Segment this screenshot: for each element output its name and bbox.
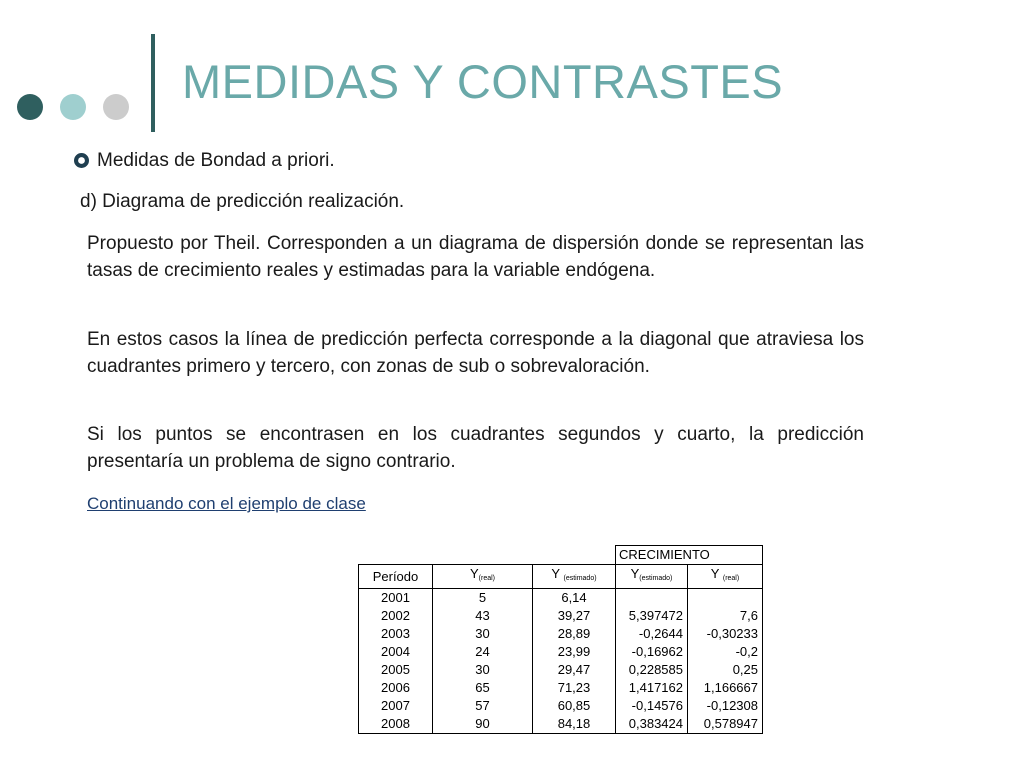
table-cell: 0,383424 (616, 715, 688, 734)
decorative-dot-dark (17, 94, 43, 120)
table-cell: 2005 (359, 661, 433, 679)
table-cell: -0,16962 (616, 643, 688, 661)
table-row (359, 607, 763, 625)
paragraph-1: Propuesto por Theil. Corresponden a un diagrama de dispersión donde se representan las tasas de crecimiento reales y estimadas para la variable endógena. (87, 233, 864, 281)
bullet-text: Medidas de Bondad a priori. (97, 150, 335, 171)
table-cell: 84,18 (533, 715, 616, 734)
table-cell: -0,14576 (616, 697, 688, 715)
table-cell (688, 589, 763, 608)
header-growth-y-estimado: $Y_{(estimado)}$ (616, 565, 688, 589)
header-periodo: Período (359, 565, 433, 589)
header-y-real: $Y_{(real)}$ (433, 565, 533, 589)
table-cell: 0,578947 (688, 715, 763, 734)
table-cell: 90 (433, 715, 533, 734)
table-cell: 2007 (359, 697, 433, 715)
table-cell: 0,25 (688, 661, 763, 679)
table-cell: 2002 (359, 607, 433, 625)
table-cell: 60,85 (533, 697, 616, 715)
table-cell: 5,397472 (616, 607, 688, 625)
table-cell: 5 (433, 589, 533, 608)
decorative-dot-gray (103, 94, 129, 120)
table-cell: 1,417162 (616, 679, 688, 697)
paragraph-3: Si los puntos se encontrasen en los cuadrantes segundos y cuarto, la predicción presentaría un problema de signo contrario. (87, 424, 864, 472)
table-row (359, 679, 763, 697)
table-cell: -0,12308 (688, 697, 763, 715)
growth-header: CRECIMIENTO (616, 546, 763, 565)
table-cell: 65 (433, 679, 533, 697)
table-cell: 30 (433, 661, 533, 679)
subheading: d) Diagrama de predicción realización. (80, 191, 405, 212)
table-cell: 6,14 (533, 589, 616, 608)
table-cell: 2003 (359, 625, 433, 643)
table-cell: 71,23 (533, 679, 616, 697)
table-cell: 23,99 (533, 643, 616, 661)
table-cell: 57 (433, 697, 533, 715)
table-cell: 43 (433, 607, 533, 625)
header-y-estimado: Y $_{(estimado)}$ (533, 565, 616, 589)
example-link[interactable]: Continuando con el ejemplo de clase (87, 494, 366, 513)
table-cell: 7,6 (688, 607, 763, 625)
table-row (359, 589, 763, 608)
table-body (359, 589, 763, 734)
table-cell: 0,228585 (616, 661, 688, 679)
slide-title: MEDIDAS Y CONTRASTES (182, 55, 784, 108)
table-row (359, 697, 763, 715)
table-cell (616, 589, 688, 608)
table-cell: 2001 (359, 589, 433, 608)
table-cell: 29,47 (533, 661, 616, 679)
table-header-row (359, 565, 763, 589)
table-cell: 30 (433, 625, 533, 643)
table-cell: -0,2644 (616, 625, 688, 643)
circle-bullet-icon (73, 152, 90, 169)
growth-table (358, 545, 763, 734)
table-group-header-row (359, 546, 763, 565)
table-cell: 2004 (359, 643, 433, 661)
table-cell: 2008 (359, 715, 433, 734)
table-row (359, 661, 763, 679)
table-row (359, 715, 763, 734)
table-cell: -0,30233 (688, 625, 763, 643)
table-cell: -0,2 (688, 643, 763, 661)
table-cell: 28,89 (533, 625, 616, 643)
title-divider (151, 34, 155, 132)
decorative-dot-light (60, 94, 86, 120)
header-growth-y-real: Y $_{(real)}$ (688, 565, 763, 589)
table-row (359, 643, 763, 661)
table-cell: 2006 (359, 679, 433, 697)
paragraph-2: En estos casos la línea de predicción perfecta corresponde a la diagonal que atraviesa los cuadrantes primero y tercero, con zonas de sub o sobrevaloración. (87, 329, 864, 377)
table-row (359, 625, 763, 643)
table-cell: 24 (433, 643, 533, 661)
table-cell: 1,166667 (688, 679, 763, 697)
table-cell: 39,27 (533, 607, 616, 625)
